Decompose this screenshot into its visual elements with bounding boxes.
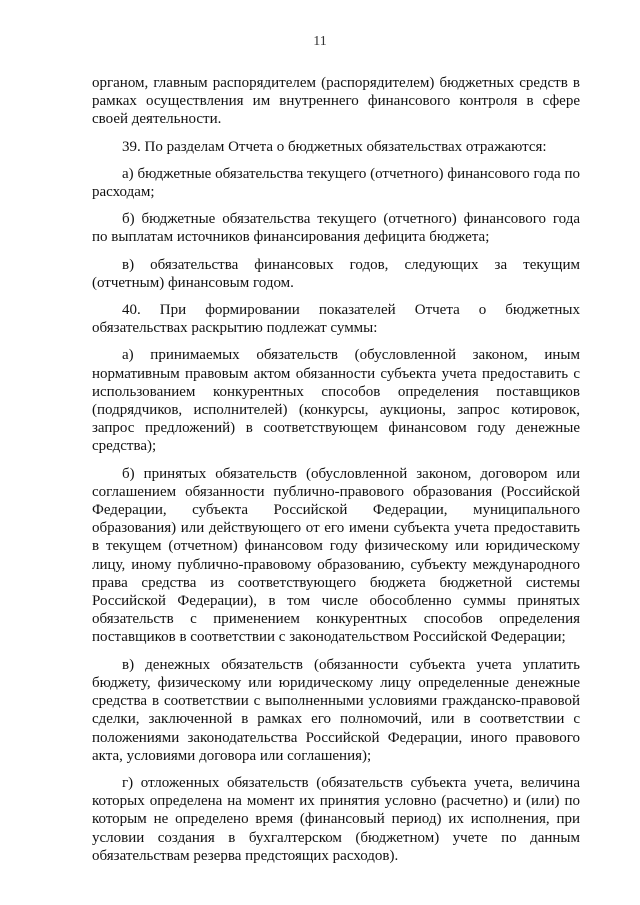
paragraph-continuation: органом, главным распорядителем (распорядителем) бюджетных средств в рамках осуществления им внутреннего финансового контроля в сфере своей деятельности. <box>92 75 580 128</box>
paragraph-40-g: г) отложенных обязательств (обязательств субъекта учета, величина которых определена на момент их принятия условно (расчетно) и (или) по которым не определено время (финансовый период) их исполнения, при условии создания в бухгалтерском (бюджетном) учете по данным обязательствам резерва предстоящих расходов). <box>92 774 580 864</box>
paragraph-40-heading: 40. При формировании показателей Отчета о бюджетных обязательствах раскрытию подлежат суммы: <box>92 302 580 337</box>
page-number: 11 <box>313 34 327 49</box>
document-body <box>92 74 580 874</box>
paragraph-40-v: в) денежных обязательств (обязанности субъекта учета уплатить бюджету, физическому или юридическому лицу определенные денежные средства в соответствии с выполненными условиями гражданско-правовой сделки, заключенной в рамках его полномочий, или в соответствии с положениями законодательства Российской Федерации, иного правового акта, условиями договора или соглашения); <box>92 656 580 764</box>
paragraph-40-b: б) принятых обязательств (обусловленной законом, договором или соглашением обязанности публично-правового образования (Российской Федерации, субъекта Российской Федерации, муниципального образования) или действующего от его имени субъекта учета предоставить в текущем (отчетном) финансовом году физическому или юридическому лицу, иному публично-правовому образованию, субъекту международного права средства из соответствующего бюджета бюджетной системы Российской Федерации), в том числе обособленно суммы принятых обязательств с применением конкурентных способов определения поставщиков в соответствии с законодательством Российской Федерации; <box>92 465 580 646</box>
paragraph-39-a: а) бюджетные обязательства текущего (отчетного) финансового года по расходам; <box>92 165 580 201</box>
paragraph-39-b: б) бюджетные обязательства текущего (отчетного) финансового года по выплатам источников финансирования дефицита бюджета; <box>92 211 580 246</box>
paragraph-39-v: в) обязательства финансовых годов, следующих за текущим (отчетным) финансовым годом. <box>92 256 580 291</box>
paragraph-39-heading: 39. По разделам Отчета о бюджетных обязательствах отражаются: <box>122 138 547 155</box>
paragraph-40-a: а) принимаемых обязательств (обусловленной законом, иным нормативным правовым актом обязанности субъекта учета предоставить с использованием конкурентных способов определения поставщиков (подрядчиков, исполнителей) (конкурсы, аукционы, запрос котировок, запрос предложений) в соответствующем финансовом году денежные средства); <box>92 347 580 455</box>
